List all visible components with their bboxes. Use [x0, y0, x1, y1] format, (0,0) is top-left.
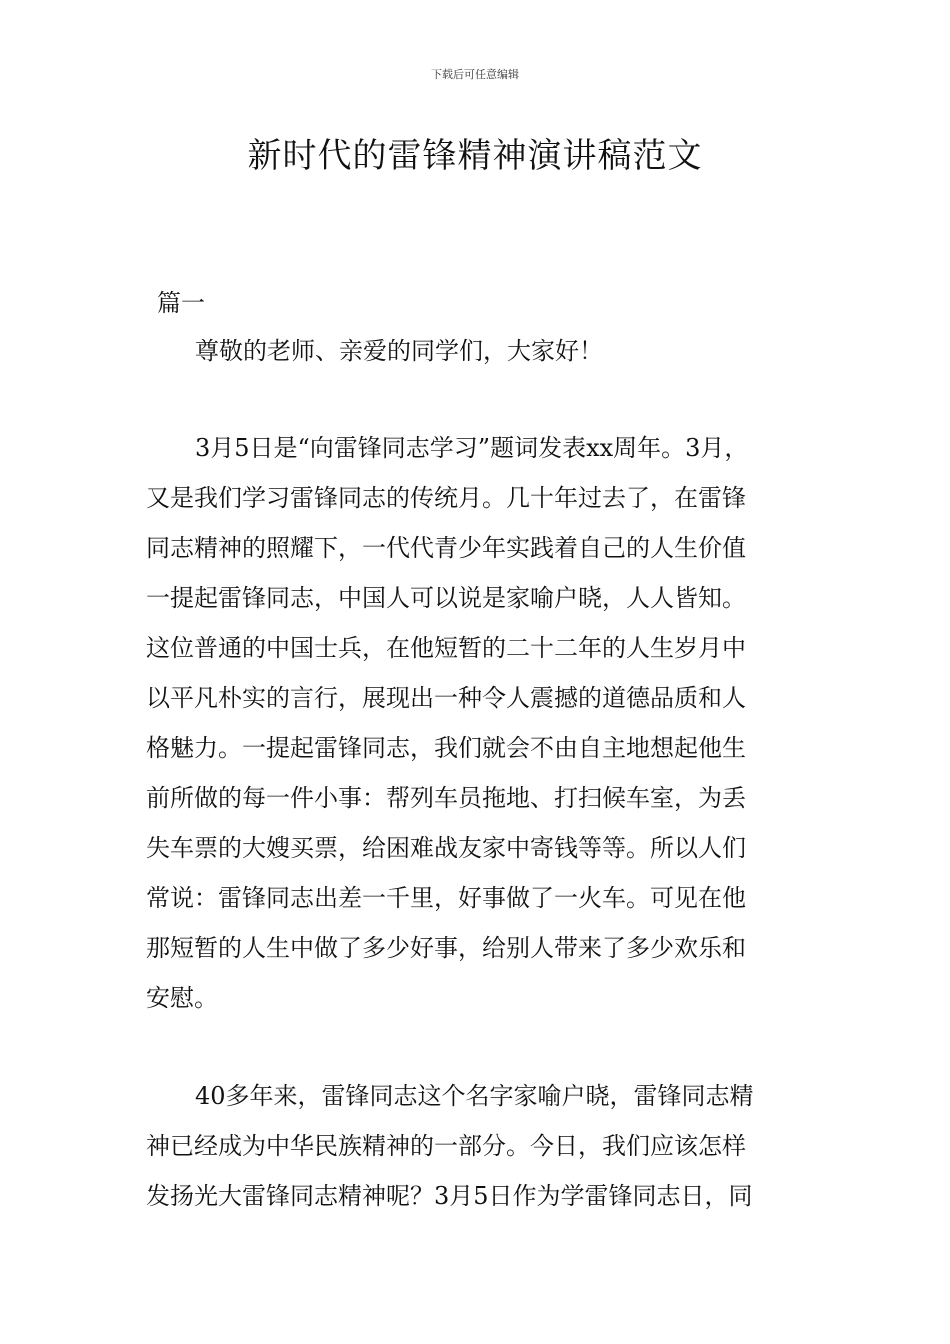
paragraph1-line: 失车票的大嫂买票，给困难战友家中寄钱等等。所以人们 [146, 834, 746, 862]
paragraph1-line: 以平凡朴实的言行，展现出一种令人震撼的道德品质和人 [146, 684, 746, 712]
paragraph1-line: 一提起雷锋同志，中国人可以说是家喻户晓，人人皆知。 [146, 584, 746, 612]
paragraph1-line: 那短暂的人生中做了多少好事，给别人带来了多少欢乐和 [146, 934, 746, 962]
document-title: 新时代的雷锋精神演讲稿范文 [247, 136, 703, 176]
paragraph1-line: 同志精神的照耀下，一代代青少年实践着自己的人生价值 [146, 534, 746, 562]
paragraph1-line: 3月5日是“向雷锋同志学习”题词发表xx周年。3月， [195, 434, 749, 462]
paragraph2-line: 40多年来，雷锋同志这个名字家喻户晓，雷锋同志精 [195, 1082, 754, 1110]
paragraph1-line: 格魅力。一提起雷锋同志，我们就会不由自主地想起他生 [146, 734, 746, 762]
paragraph1-line: 常说：雷锋同志出差一千里，好事做了一火车。可见在他 [146, 884, 746, 912]
section-label: 篇一 [157, 289, 205, 317]
paragraph1-line: 安慰。 [146, 984, 218, 1012]
paragraph2-line: 神已经成为中华民族精神的一部分。今日，我们应该怎样 [146, 1132, 746, 1160]
header-note: 下载后可任意编辑 [431, 68, 519, 81]
greeting-line: 尊敬的老师、亲爱的同学们，大家好！ [195, 337, 603, 365]
paragraph1-line: 前所做的每一件小事：帮列车员拖地、打扫候车室，为丢 [146, 784, 746, 812]
paragraph1-line: 又是我们学习雷锋同志的传统月。几十年过去了，在雷锋 [146, 484, 746, 512]
paragraph1-line: 这位普通的中国士兵，在他短暂的二十二年的人生岁月中 [146, 634, 746, 662]
paragraph2-line: 发扬光大雷锋同志精神呢？3月5日作为学雷锋同志日，同 [146, 1182, 753, 1210]
